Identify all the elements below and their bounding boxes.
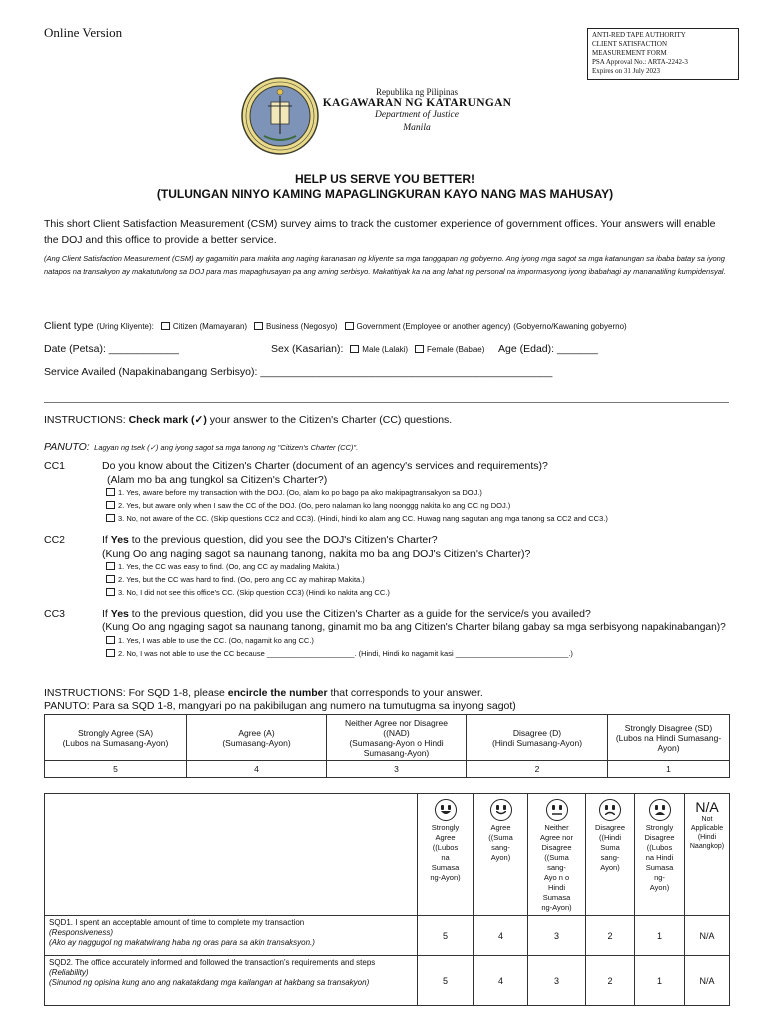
cc3-option-1[interactable]	[102, 636, 314, 645]
cc1-option-3[interactable]	[102, 514, 608, 523]
business-option: Business (Negosyo)	[265, 322, 338, 331]
sqd1-dimension: (Responsiveness)	[49, 928, 114, 937]
scale-value: 5	[45, 761, 187, 778]
option-text: 3. No, not aware of the CC. (Skip questions CC2 and CC3). (Hindi, hindi ko alam ang CC. Huwag nang sagutan ang mga tanong sa CC2 and CC3.)	[118, 514, 608, 523]
col-not-applicable	[685, 794, 730, 916]
instructions-rest: your answer to the Citizen's Charter (CC) questions.	[209, 414, 453, 426]
sex-row	[271, 343, 484, 355]
anti-red-tape-line: CLIENT SATISFACTION	[592, 40, 667, 48]
scale-value: 2	[467, 761, 608, 778]
government-checkbox[interactable]	[345, 322, 354, 330]
cc2-question	[102, 534, 438, 546]
online-version-label: Online Version	[44, 25, 123, 40]
cc3-question-tl: (Kung Oo ang ngaging sagot sa naunang tanong, ginamit mo ba ang Citizen's Charter bilang gabay sa mga serbisyong napakinabangan)?	[102, 622, 726, 633]
checkbox[interactable]	[106, 575, 115, 583]
female-checkbox[interactable]	[415, 345, 424, 353]
republika-label: Republika ng Pilipinas	[376, 87, 458, 97]
citizen-checkbox[interactable]	[161, 322, 170, 330]
cc-instructions	[44, 414, 452, 426]
divider	[44, 402, 729, 403]
rating-5[interactable]: 5	[418, 956, 474, 1006]
anti-red-tape-line: Expires on 31 July 2023	[592, 67, 661, 75]
rating-3[interactable]: 3	[528, 916, 586, 956]
very-sad-face-icon	[649, 799, 671, 821]
scale-value: 3	[327, 761, 467, 778]
sqd1-text: SQD1. I spent an acceptable amount of time to complete my transaction	[49, 918, 305, 927]
rating-1[interactable]: 1	[635, 916, 685, 956]
rating-na[interactable]: N/A	[685, 956, 730, 1006]
col-label: Agree ((Suma sang- Ayon)	[488, 823, 513, 862]
client-type-label-tl: (Uring Kliyente):	[96, 322, 154, 331]
scale-value: 1	[608, 761, 730, 778]
government-option-tl: (Gobyerno/Kawaning gobyerno)	[513, 322, 627, 331]
rating-1[interactable]: 1	[635, 956, 685, 1006]
anti-red-tape-line: PSA Approval No.: ARTA-2242-3	[592, 58, 688, 66]
cc1-option-1[interactable]	[102, 488, 482, 497]
page-title: HELP US SERVE YOU BETTER!	[294, 172, 476, 186]
anti-red-tape-line: ANTI-RED TAPE AUTHORITY	[592, 31, 686, 39]
na-label: N/A	[695, 799, 719, 815]
panuto-label: PANUTO:	[44, 441, 90, 453]
sqd1-question	[45, 916, 418, 956]
cc2-yes: Yes	[110, 534, 129, 546]
option-text: 2. No, I was not able to use the CC because _____________________. (Hindi, Hindi ko nagamit kasi ___________________________.)	[118, 649, 573, 658]
cc2-option-1[interactable]	[102, 562, 339, 571]
happy-face-icon	[490, 799, 512, 821]
cc3-yes: Yes	[110, 608, 129, 620]
checkbox[interactable]	[106, 649, 115, 657]
sqd2-text-tl: (Sinunod ng opisina kung ano ang nakatakdang mga kailangan at hakbang sa transakyon)	[49, 978, 370, 987]
col-neither	[528, 794, 586, 916]
scale-header-d: Disagree (D) (Hindi Sumasang-Ayon)	[467, 715, 608, 761]
sqd-header-blank	[45, 794, 418, 916]
rating-4[interactable]: 4	[474, 956, 528, 1006]
client-type-row	[44, 320, 627, 332]
option-text: 1. Yes, I was able to use the CC. (Oo, nagamit ko ang CC.)	[118, 636, 314, 645]
sqd2-text: SQD2. The office accurately informed and followed the transaction's requirements and steps	[49, 958, 376, 967]
cc2-option-2[interactable]	[102, 575, 365, 584]
date-field[interactable]: Date (Petsa): ____________	[44, 343, 179, 355]
female-option: Female (Babae)	[427, 345, 485, 354]
panuto-text: Lagyan ng tsek (✓) ang iyong sagot sa mga tanong ng "Citizen's Charter (CC)".	[94, 443, 359, 452]
cc3-question-text: to the previous question, did you use the Citizen's Charter as a guide for the service/s you availed?	[131, 608, 591, 620]
cc1-id: CC1	[44, 460, 66, 472]
sad-face-icon	[599, 799, 621, 821]
instructions-bold: Check mark (✓)	[128, 414, 207, 426]
intro-filipino: (Ang Client Satisfaction Measurement (CSM) ay gagamitin para makita ang naging karanasan ng kliyente sa mga tanggapan ng gobyerno. Ang iyong mga sagot sa mga katanungan sa ibaba batay sa iyong natapos na transakyon ay makatutulong sa DOJ para mas mapaghusayan pa ang aming serbisyo. Makatitiyak ka na ang lahat ng personal na impormasyong iyong ibabahagi ay mananatiling kumpidensyal.	[44, 254, 726, 276]
table-row	[45, 956, 730, 1006]
cc3-if: If	[102, 608, 108, 620]
option-text: 2. Yes, but the CC was hard to find. (Oo, pero ang CC ay mahirap Makita.)	[118, 575, 365, 584]
cc3-option-2[interactable]	[102, 649, 573, 658]
department-label: Department of Justice	[375, 110, 459, 120]
cc1-question: Do you know about the Citizen's Charter (document of an agency's services and requirements)?	[102, 460, 548, 472]
rating-scale-table	[44, 714, 730, 778]
checkbox[interactable]	[106, 514, 115, 522]
cc1-question-tl: (Alam mo ba ang tungkol sa Citizen's Charter?)	[107, 474, 328, 486]
rating-na[interactable]: N/A	[685, 916, 730, 956]
male-checkbox[interactable]	[350, 345, 359, 353]
cc3-id: CC3	[44, 608, 66, 620]
intro-english: This short Client Satisfaction Measurement (CSM) survey aims to track the customer experience of government offices. Your answers will enable the DOJ and this office to provide a better service.	[44, 218, 716, 246]
scale-header-sa: Strongly Agree (SA) (Lubos na Sumasang-Ayon)	[45, 715, 187, 761]
scale-header-nad: Neither Agree nor Disagree ((NAD) (Sumasang-Ayon o Hindi Sumasang-Ayon)	[327, 715, 467, 761]
scale-header-sd: Strongly Disagree (SD) (Lubos na Hindi Sumasang- Ayon)	[608, 715, 730, 761]
col-agree	[474, 794, 528, 916]
anti-red-tape-box	[587, 28, 739, 80]
cc1-option-2[interactable]	[102, 501, 510, 510]
checkbox[interactable]	[106, 501, 115, 509]
option-text: 2. Yes, but aware only when I saw the CC of the DOJ. (Oo, pero nalaman ko lang noonggg nakita ko ang CC ng DOJ.)	[118, 501, 511, 510]
col-label: Strongly Disagree ((Lubos na Hindi Sumasa ng- Ayon)	[644, 823, 675, 892]
rating-5[interactable]: 5	[418, 916, 474, 956]
sqd-instructions-label: INSTRUCTIONS: For SQD 1-8, please	[44, 687, 225, 699]
col-disagree	[586, 794, 635, 916]
male-option: Male (Lalaki)	[362, 345, 409, 354]
anti-red-tape-line: MEASUREMENT FORM	[592, 49, 667, 57]
service-availed-field[interactable]: Service Availed (Napakinabangang Serbisyo): __________________________________________________	[44, 366, 553, 378]
rating-3[interactable]: 3	[528, 956, 586, 1006]
sqd-table	[44, 793, 730, 1006]
checkbox[interactable]	[106, 488, 115, 496]
sqd-panuto: PANUTO: Para sa SQD 1-8, mangyari po na pakibilugan ang numero na tumutugma sa inyong sagot)	[44, 700, 516, 712]
scale-value: 4	[187, 761, 327, 778]
cc2-if: If	[102, 534, 108, 546]
scale-header-a: Agree (A) (Sumasang-Ayon)	[187, 715, 327, 761]
cc2-option-3[interactable]	[102, 588, 390, 597]
sqd2-question	[45, 956, 418, 1006]
col-label: Neither Agree nor Disagree ((Suma sang- Ayo n o Hindi Sumasa ng-Ayon)	[540, 823, 573, 912]
sex-label: Sex (Kasarian):	[271, 343, 344, 355]
cc-panuto	[44, 437, 358, 455]
checkbox[interactable]	[106, 562, 115, 570]
rating-2[interactable]: 2	[586, 956, 635, 1006]
col-strongly-agree	[418, 794, 474, 916]
option-text: 3. No, I did not see this office's CC. (Skip question CC3) (Hindi ko nakita ang CC.)	[118, 588, 390, 597]
citizen-option: Citizen (Mamayaran)	[172, 322, 248, 331]
kagawaran-title: KAGAWARAN NG KATARUNGAN	[322, 97, 512, 109]
sqd1-text-tl: (Ako ay naggugol ng makatwirang haba ng oras para sa akin transaksyon.)	[49, 938, 315, 947]
table-row	[45, 916, 730, 956]
age-field[interactable]: Age (Edad): _______	[498, 343, 598, 355]
na-sublabel: Not Applicable (Hindi Naangkop)	[689, 816, 725, 850]
sqd-instructions-rest: that corresponds to your answer.	[330, 687, 483, 699]
col-label: Strongly Agree ((Lubos na Sumasa ng-Ayon)	[430, 823, 461, 882]
checkbox[interactable]	[106, 588, 115, 596]
business-checkbox[interactable]	[254, 322, 263, 330]
checkbox[interactable]	[106, 636, 115, 644]
cc2-question-text: to the previous question, did you see the DOJ's Citizen's Charter?	[131, 534, 438, 546]
cc2-question-tl: (Kung Oo ang naging sagot sa naunang tanong, nakita mo ba ang DOJ's Citizen's Charter)?	[102, 548, 531, 560]
government-option: Government (Employee or another agency)	[356, 322, 511, 331]
cc3-question	[102, 608, 591, 620]
sqd2-dimension: (Reliability)	[49, 968, 89, 977]
col-label: Disagree ((Hindi Suma sang- Ayon)	[594, 823, 625, 872]
very-happy-face-icon	[435, 799, 457, 821]
rating-4[interactable]: 4	[474, 916, 528, 956]
option-text: 1. Yes, the CC was easy to find. (Oo, ang CC ay madaling Makita.)	[118, 562, 340, 571]
cc2-id: CC2	[44, 534, 66, 546]
instructions-label: INSTRUCTIONS:	[44, 414, 126, 426]
neutral-face-icon	[546, 799, 568, 821]
col-strongly-disagree	[635, 794, 685, 916]
sqd-instructions-bold: encircle the number	[227, 687, 328, 699]
client-type-label: Client type	[44, 320, 94, 332]
rating-2[interactable]: 2	[586, 916, 635, 956]
page-subtitle: (TULUNGAN NINYO KAMING MAPAGLINGKURAN KAYO NANG MAS MAHUSAY)	[156, 187, 614, 201]
option-text: 1. Yes, aware before my transaction with the DOJ. (Oo, alam ko po bago pa ako makipagtransakyon sa DOJ.)	[118, 488, 482, 497]
sqd-instructions	[44, 687, 483, 699]
city-label: Manila	[403, 123, 431, 133]
